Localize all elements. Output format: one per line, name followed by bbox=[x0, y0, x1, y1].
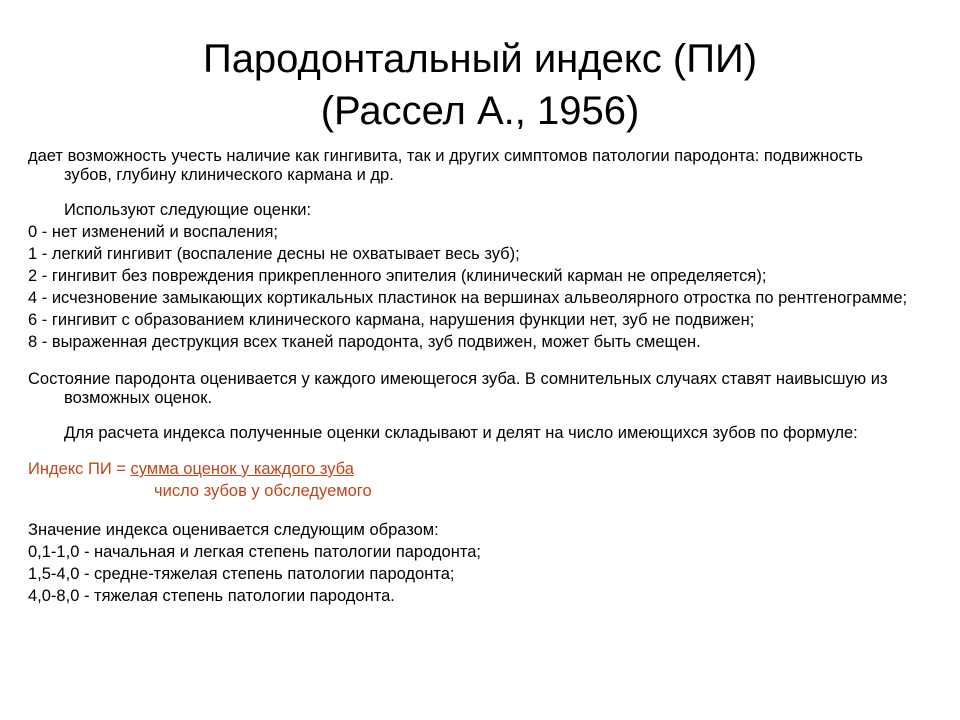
formula-numerator-line bbox=[28, 460, 908, 479]
page-title bbox=[0, 33, 960, 137]
scores-list bbox=[28, 223, 908, 352]
score-item-4: 4 - исчезновение замыкающих кортикальных пластинок на вершинах альвеолярного отростка по рентгенограмме; bbox=[28, 289, 908, 307]
interpretation-item: 1,5-4,0 - средне-тяжелая степень патологии пародонта; bbox=[28, 565, 455, 583]
formula-numerator: сумма оценок у каждого зуба bbox=[130, 460, 354, 478]
score-item-6: 6 - гингивит с образованием клинического кармана, нарушения функции нет, зуб не подвижен; bbox=[28, 311, 755, 329]
interpretation-heading: Значение индекса оценивается следующим образом: bbox=[28, 521, 439, 539]
score-item-1: 1 - легкий гингивит (воспаление десны не охватывает весь зуб); bbox=[28, 245, 520, 263]
title-line-2: (Рассел А., 1956) bbox=[320, 89, 640, 133]
formula-label: Индекс ПИ = bbox=[28, 460, 131, 478]
formula bbox=[28, 460, 908, 501]
scores-heading: Используют следующие оценки: bbox=[64, 201, 312, 219]
intro-paragraph: дает возможность учесть наличие как гингивита, так и других симптомов патологии пародонта: подвижность зубов, глубину клинического кармана и др. bbox=[28, 147, 863, 184]
score-item-8: 8 - выраженная деструкция всех тканей пародонта, зуб подвижен, может быть смещен. bbox=[28, 333, 701, 351]
assessment-paragraph: Состояние пародонта оценивается у каждого имеющегося зуба. В сомнительных случаях ставят наивысшую из возможных оценок. bbox=[28, 370, 888, 407]
interpretation-item: 0,1-1,0 - начальная и легкая степень патологии пародонта; bbox=[28, 543, 481, 561]
formula-denominator: число зубов у обследуемого bbox=[154, 482, 372, 500]
score-item-0: 0 - нет изменений и воспаления; bbox=[28, 223, 279, 241]
slide-body bbox=[28, 147, 908, 606]
calculation-paragraph: Для расчета индекса полученные оценки складывают и делят на число имеющихся зубов по формуле: bbox=[64, 424, 858, 442]
interpretation-item: 4,0-8,0 - тяжелая степень патологии пародонта. bbox=[28, 587, 395, 605]
score-item-2: 2 - гингивит без повреждения прикрепленного эпителия (клинический карман не определяется); bbox=[28, 267, 767, 285]
interpretation-list bbox=[28, 543, 908, 606]
title-line-1: Пародонтальный индекс (ПИ) bbox=[202, 37, 758, 81]
